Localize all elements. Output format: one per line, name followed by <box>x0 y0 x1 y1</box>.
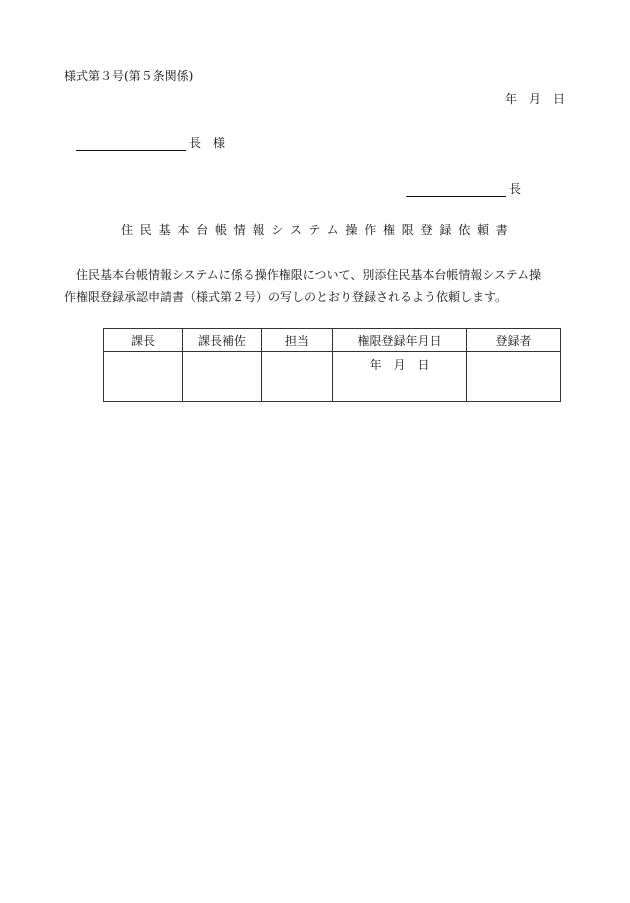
form-number: 様式第３号(第５条関係) <box>64 69 194 83</box>
cell-registrant <box>467 352 561 402</box>
sender-line <box>406 180 521 197</box>
sender-blank <box>406 184 506 197</box>
date-line: 年 月 日 <box>505 92 566 106</box>
cell-kacho <box>104 352 183 402</box>
header-tanto: 担当 <box>262 329 333 352</box>
sender-suffix: 長 <box>509 182 522 196</box>
addressee-line <box>76 134 225 151</box>
addressee-suffix: 長 様 <box>189 136 226 150</box>
document-title: 住民基本台帳情報システム操作権限登録依頼書 <box>121 223 515 237</box>
cell-registration-date: 年 月 日 <box>333 352 467 402</box>
header-registrant: 登録者 <box>467 329 561 352</box>
cell-tanto <box>262 352 333 402</box>
body-line-1: 住民基本台帳情報システムに係る操作権限について、別添住民基本台帳情報システム操 <box>76 268 542 282</box>
header-kacho: 課長 <box>104 329 183 352</box>
approval-table <box>103 328 561 402</box>
body-paragraph <box>64 264 572 308</box>
table-row <box>104 352 561 402</box>
header-kacho-hosa: 課長補佐 <box>183 329 262 352</box>
addressee-blank <box>76 138 186 151</box>
body-line-2: 作権限登録承認申請書（様式第２号）の写しのとおり登録されるよう依頼します。 <box>64 290 508 304</box>
cell-kacho-hosa <box>183 352 262 402</box>
header-registration-date: 権限登録年月日 <box>333 329 467 352</box>
table-header-row <box>104 329 561 352</box>
